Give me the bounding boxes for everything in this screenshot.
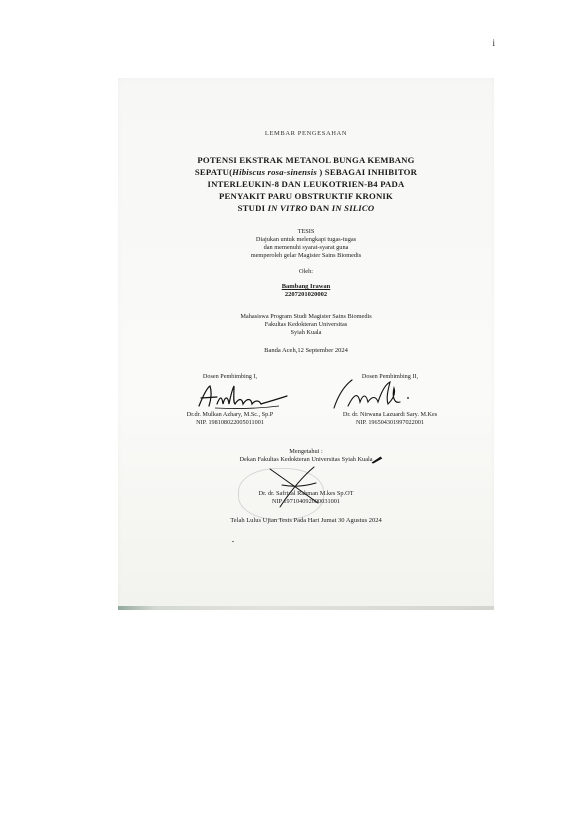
supervisor-1-name: Dr.dr. Mulkan Azhary, M.Sc., Sp.P xyxy=(186,411,274,418)
supervisor-2-role: Dosen Pembimbing II, xyxy=(361,373,419,380)
exam-statement: Telah Lulus Ujian Tesis Pada Hari Jumat 30 Agustus 2024 xyxy=(230,517,382,524)
title-line xyxy=(118,178,494,190)
title-line xyxy=(118,154,494,166)
acknowledged-label: Mengetahui : xyxy=(289,448,323,455)
author-id: 2207201020002 xyxy=(284,291,328,298)
title-segment: ) SEBAGAI INHIBITOR xyxy=(316,167,418,177)
supervisor-1-details xyxy=(160,411,300,427)
purpose-statement xyxy=(118,236,494,260)
thesis-title xyxy=(118,154,494,214)
program-line: Fakultas Kedokteran Universitas xyxy=(264,321,348,328)
place-date: Banda Aceh,12 September 2024 xyxy=(264,347,348,354)
supervisor-2-details xyxy=(320,411,460,427)
program-statement xyxy=(118,313,494,337)
supervisor-1-nip: NIP. 198108022005011001 xyxy=(196,419,264,426)
supervisor-2-signature xyxy=(330,376,420,412)
purpose-line: dan memenuhi syarat-syarat guna xyxy=(263,244,349,251)
program-line: Syiah Kuala xyxy=(290,329,322,336)
supervisor-2-name: Dr. dr. Nirwana Lazuardi Sary. M.Kes xyxy=(342,411,438,418)
pen-mark-icon xyxy=(371,456,383,464)
title-line xyxy=(118,166,494,178)
by-label: Oleh: xyxy=(299,268,313,275)
purpose-line: memperoleh gelar Magister Sains Biomedis xyxy=(250,252,362,259)
title-segment: DAN xyxy=(307,203,332,213)
dean-title: Dekan Fakultas Kedokteran Universitas Syiah Kuala xyxy=(239,456,373,463)
title-line xyxy=(118,190,494,202)
author-name: Bambang Irawan xyxy=(281,283,331,290)
dean-nip: NIP 197104092000031001 xyxy=(271,498,341,505)
title-italic-segment: Hibiscus rosa-sinensis xyxy=(232,167,317,177)
title-segment: SEPATU( xyxy=(194,167,233,177)
title-line xyxy=(118,202,494,214)
program-line: Mahasiswa Program Studi Magister Sains Biomedis xyxy=(240,313,372,320)
title-segment: INTERLEUKIN-8 DAN LEUKOTRIEN-B4 PADA xyxy=(207,179,405,189)
scan-edge xyxy=(118,606,494,610)
dean-name: Dr. dr. Safrizal Rahman M.kes Sp.OT xyxy=(258,490,354,497)
title-segment: POTENSI EKSTRAK METANOL BUNGA KEMBANG xyxy=(197,155,415,165)
page-number: i xyxy=(492,38,495,48)
title-segment: PENYAKIT PARU OBSTRUKTIF KRONIK xyxy=(219,191,393,201)
thesis-label: TESIS xyxy=(297,228,315,235)
dean-details xyxy=(118,490,494,506)
supervisor-2-nip: NIP. 196504301997022001 xyxy=(355,419,425,426)
supervisor-1-signature xyxy=(195,382,291,412)
supervisor-1-role: Dosen Pembimbing I, xyxy=(202,373,258,380)
title-segment: STUDI xyxy=(237,203,268,213)
title-italic-segment: IN SILICO xyxy=(331,203,375,213)
scan-speck xyxy=(232,541,234,542)
purpose-line: Diajukan untuk melengkapi tugas-tugas xyxy=(255,236,357,243)
header-label: LEMBAR PENGESAHAN xyxy=(264,130,348,137)
title-italic-segment: IN VITRO xyxy=(267,203,308,213)
